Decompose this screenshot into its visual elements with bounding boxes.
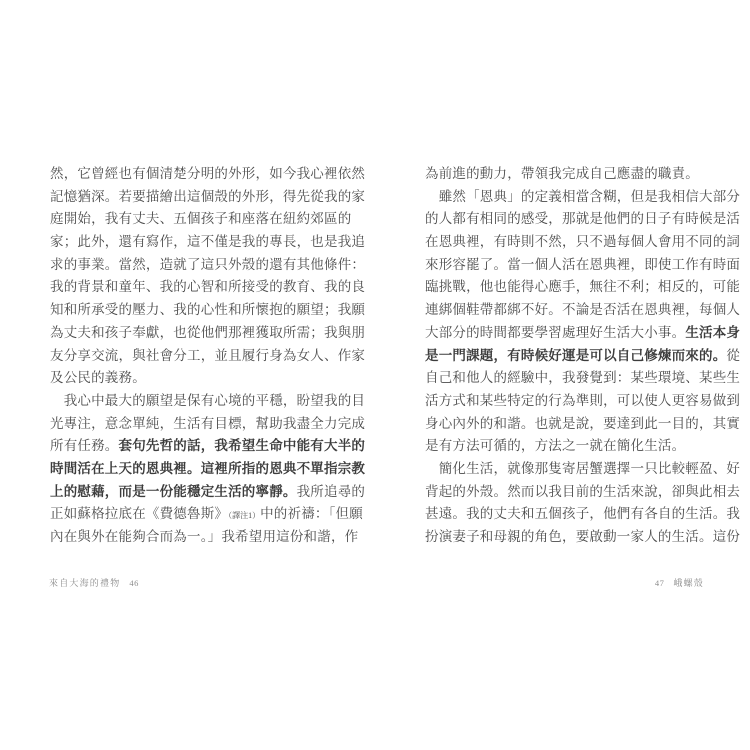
emphasized-text: 是一門課題，有時候好運是可以自己修煉而來的。 <box>425 347 727 363</box>
body-text: 我所追尋的 <box>296 483 366 499</box>
body-text: 連綁個鞋帶都綁不好。不論是否活在恩典裡，每個人 <box>425 302 741 318</box>
body-text: 從 <box>726 347 741 363</box>
body-text: 記憶猶深。若要描繪出這個殼的外形，得先從我的家 <box>50 188 366 204</box>
right-page-number: 47 <box>654 578 665 588</box>
emphasized-text: 套句先哲的話，我希望生命中能有大半的 <box>118 438 366 454</box>
body-text: 來形容罷了。當一個人活在恩典裡，即使工作有時面 <box>425 256 741 272</box>
text-line <box>425 322 741 345</box>
body-text: 自己和他人的經驗中，我發覺到：某些環境、某些生 <box>425 370 741 386</box>
body-text: 我心中最大的願望是保有心境的平穩，盼望我的目 <box>50 392 366 408</box>
text-line <box>50 276 368 299</box>
left-page-footer <box>49 577 139 589</box>
left-page-number: 46 <box>129 578 139 588</box>
body-text: 臨挑戰，他也能得心應手，無往不利；相反的，可能 <box>425 279 741 295</box>
text-line <box>50 390 368 413</box>
text-line <box>425 186 741 209</box>
text-line <box>425 163 733 186</box>
left-page-text-column <box>50 163 368 549</box>
text-line <box>50 413 368 436</box>
body-text: 正如蘇格拉底在《費德魯斯》 <box>50 506 229 522</box>
text-line <box>50 208 368 231</box>
text-line <box>50 435 368 458</box>
text-line <box>425 435 733 458</box>
text-line <box>50 163 368 186</box>
text-line <box>425 345 741 368</box>
body-text: 我的背景和童年、我的心智和所接受的教育、我的良 <box>50 279 366 295</box>
text-line <box>425 481 741 504</box>
text-line <box>425 231 741 254</box>
body-text: 庭開始，我有丈夫、五個孩子和座落在紐約郊區的 <box>50 211 352 227</box>
text-line <box>50 503 368 526</box>
book-title-footer: 來自大海的禮物 <box>49 578 121 588</box>
body-text: 雖然「恩典」的定義相當含糊，但是我相信大部分 <box>425 188 741 204</box>
text-line <box>425 526 741 549</box>
text-line <box>50 458 368 481</box>
body-text: 是有方法可循的，方法之一就在簡化生活。 <box>425 438 686 454</box>
text-line <box>425 299 741 322</box>
body-text: 求的事業。當然，造就了這只外殼的還有其他條件： <box>50 256 366 272</box>
text-line <box>425 458 741 481</box>
text-line <box>50 299 368 322</box>
body-text: 中的祈禱：「但願 <box>260 506 363 522</box>
text-line <box>50 231 368 254</box>
text-line <box>425 276 741 299</box>
body-text: 友分享交流，與社會分工，並且履行身為女人、作家 <box>50 347 366 363</box>
text-line <box>50 186 368 209</box>
body-text: 家；此外，還有寫作，這不僅是我的專長，也是我追 <box>50 234 366 250</box>
body-text: 身心內外的和諧。也就是說，要達到此一目的，其實 <box>425 415 741 431</box>
text-line <box>50 481 368 504</box>
body-text: 扮演妻子和母親的角色，要啟動一家人的生活。這份 <box>425 529 741 544</box>
text-line <box>50 345 368 368</box>
chapter-title-footer: 峨螺殼 <box>673 578 704 588</box>
body-text: 然，它曾經也有個清楚分明的外形，如今我心裡依然 <box>50 166 366 181</box>
text-line <box>425 503 741 526</box>
emphasized-text: 生活本身 <box>685 324 741 340</box>
translator-note-ref: （譯注1） <box>228 511 261 521</box>
text-line <box>50 367 368 390</box>
body-text: 知和所承受的壓力、我的心性和所懷抱的願望；我願 <box>50 302 366 318</box>
emphasized-text: 上的慰藉，而是一份能穩定生活的寧靜。 <box>50 483 297 499</box>
body-text: 內在與外在能夠合而為一。」我希望用這份和諧，作 <box>50 529 359 544</box>
body-text: 甚遠。我的丈夫和五個孩子，他們有各自的生活。我 <box>425 506 741 522</box>
body-text: 在恩典裡，有時則不然，只不過每個人會用不同的詞 <box>425 234 741 250</box>
text-line <box>50 526 368 549</box>
body-text: 的人都有相同的感受，那就是他們的日子有時候是活 <box>425 211 741 227</box>
text-line <box>425 413 741 436</box>
body-text: 大部分的時間都要學習處理好生活大小事。 <box>425 324 686 340</box>
right-page-footer <box>655 577 704 589</box>
body-text: 為丈夫和孩子奉獻，也從他們那裡獲取所需；我與朋 <box>50 324 366 340</box>
body-text: 及公民的義務。 <box>50 370 146 386</box>
body-text: 光專注，意念單純，生活有目標，幫助我盡全力完成 <box>50 415 366 431</box>
body-text: 活方式和某些特定的行為準則，可以使人更容易做到 <box>425 392 741 408</box>
text-line <box>50 322 368 345</box>
body-text: 背起的外殼。然而以我目前的生活來說，卻與此相去 <box>425 483 741 499</box>
body-text: 為前進的動力，帶領我完成自己應盡的職責。 <box>425 166 699 181</box>
text-line <box>425 254 741 277</box>
emphasized-text: 時間活在上天的恩典裡。這裡所指的恩典不單指宗教 <box>50 460 366 476</box>
body-text: 所有任務。 <box>50 438 119 454</box>
text-line <box>425 367 741 390</box>
right-page-text-column <box>425 163 741 549</box>
text-line <box>50 254 368 277</box>
text-line <box>425 390 741 413</box>
body-text: 簡化生活，就像那隻寄居蟹選擇一只比較輕盈、好 <box>425 460 741 476</box>
text-line <box>425 208 741 231</box>
